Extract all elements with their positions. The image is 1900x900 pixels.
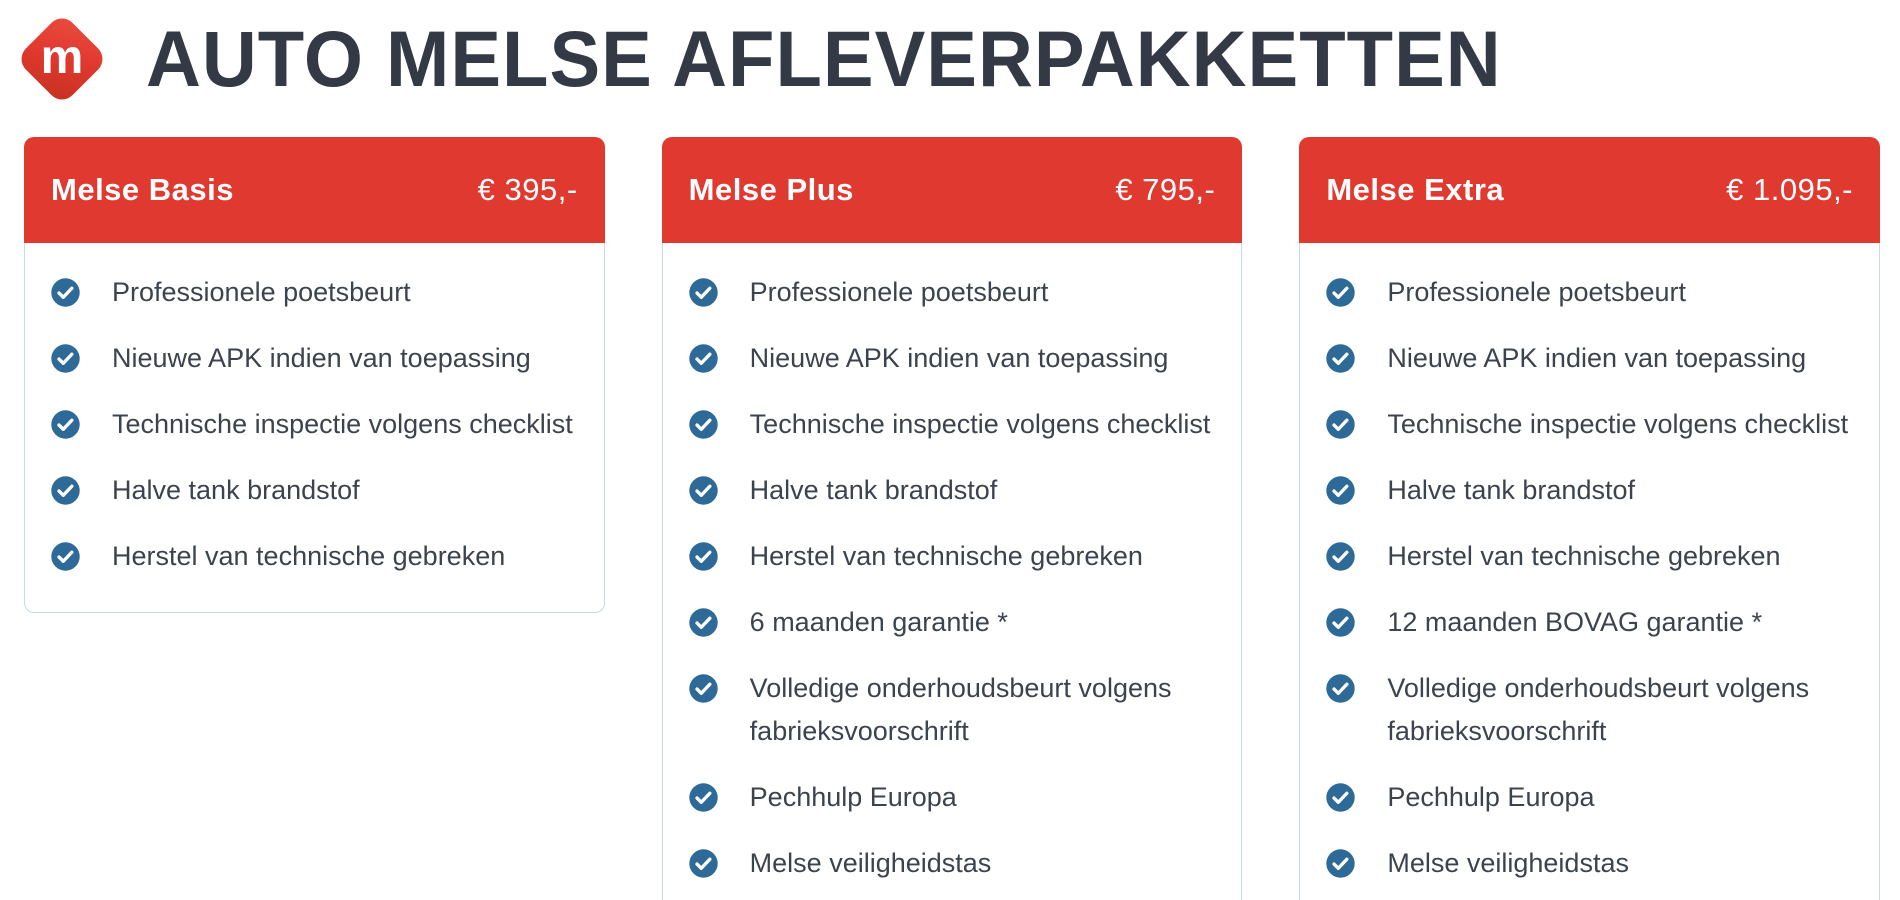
card-body (662, 243, 1243, 900)
feature-item (688, 458, 1216, 524)
page-title: AUTO MELSE AFLEVERPAKKETTEN (146, 14, 1502, 104)
feature-text: Volledige onderhoudsbeurt volgens fabrieksvoorschrift (749, 673, 1172, 746)
feature-text: Pechhulp Europa (1387, 782, 1595, 812)
feature-item (688, 392, 1216, 458)
feature-text: 6 maanden garantie * (749, 607, 1008, 637)
feature-item (688, 656, 1216, 765)
feature-item (1325, 831, 1853, 897)
card-price: € 395,- (477, 172, 578, 207)
card-price: € 795,- (1115, 172, 1216, 207)
pricing-cards (0, 112, 1900, 900)
feature-item (1325, 260, 1853, 326)
feature-text: Halve tank brandstof (749, 475, 998, 505)
feature-item (50, 392, 578, 458)
check-circle-icon (50, 277, 81, 308)
feature-item (688, 524, 1216, 590)
pricing-card (1299, 137, 1880, 900)
logo-letter: m (40, 30, 84, 84)
feature-text: Nieuwe APK indien van toepassing (749, 343, 1169, 373)
card-body (1299, 243, 1880, 900)
check-circle-icon (688, 673, 719, 704)
feature-text: Nieuwe APK indien van toepassing (112, 343, 531, 373)
feature-text: Melse veiligheidstas (749, 848, 992, 878)
card-header (24, 137, 605, 243)
check-circle-icon (688, 607, 719, 638)
feature-list (1325, 260, 1853, 897)
check-circle-icon (1325, 541, 1356, 572)
check-circle-icon (1325, 673, 1356, 704)
check-circle-icon (688, 782, 719, 813)
feature-text: Melse veiligheidstas (1387, 848, 1629, 878)
feature-list (50, 260, 578, 590)
check-circle-icon (1325, 848, 1356, 879)
card-title: Melse Basis (51, 172, 234, 207)
check-circle-icon (688, 343, 719, 374)
feature-text: Technische inspectie volgens checklist (749, 409, 1211, 439)
check-circle-icon (1325, 343, 1356, 374)
feature-item (50, 260, 578, 326)
check-circle-icon (1325, 782, 1356, 813)
feature-text: Herstel van technische gebreken (112, 541, 506, 571)
feature-item (1325, 458, 1853, 524)
check-circle-icon (50, 409, 81, 440)
pricing-card (662, 137, 1243, 900)
feature-item (1325, 392, 1853, 458)
feature-item (688, 326, 1216, 392)
feature-text: Professionele poetsbeurt (1387, 277, 1687, 307)
card-body (24, 243, 605, 613)
feature-text: Volledige onderhoudsbeurt volgens fabrieksvoorschrift (1387, 673, 1810, 746)
card-title: Melse Extra (1326, 172, 1505, 207)
feature-item (688, 831, 1216, 897)
check-circle-icon (688, 475, 719, 506)
feature-text: Halve tank brandstof (1387, 475, 1635, 505)
feature-text: Technische inspectie volgens checklist (1387, 409, 1849, 439)
check-circle-icon (50, 475, 81, 506)
feature-text: Halve tank brandstof (112, 475, 360, 505)
check-circle-icon (1325, 475, 1356, 506)
feature-item (1325, 656, 1853, 765)
check-circle-icon (50, 343, 81, 374)
card-price: € 1.095,- (1726, 172, 1854, 207)
feature-text: Nieuwe APK indien van toepassing (1387, 343, 1807, 373)
check-circle-icon (688, 848, 719, 879)
card-title: Melse Plus (688, 172, 854, 207)
card-header (1299, 137, 1880, 243)
feature-text: Herstel van technische gebreken (1387, 541, 1781, 571)
check-circle-icon (1325, 277, 1356, 308)
feature-item (1325, 765, 1853, 831)
feature-item (50, 326, 578, 392)
feature-text: Technische inspectie volgens checklist (112, 409, 573, 439)
feature-item (688, 765, 1216, 831)
check-circle-icon (50, 541, 81, 572)
check-circle-icon (688, 541, 719, 572)
pricing-card (24, 137, 605, 613)
feature-text: Herstel van technische gebreken (749, 541, 1143, 571)
check-circle-icon (688, 277, 719, 308)
check-circle-icon (1325, 607, 1356, 638)
feature-item (1325, 326, 1853, 392)
feature-item (1325, 590, 1853, 656)
check-circle-icon (688, 409, 719, 440)
feature-item (688, 590, 1216, 656)
auto-melse-logo (14, 11, 110, 107)
feature-text: 12 maanden BOVAG garantie * (1387, 607, 1763, 637)
feature-text: Professionele poetsbeurt (749, 277, 1049, 307)
feature-item (50, 458, 578, 524)
feature-list (688, 260, 1216, 897)
page-header (0, 0, 1900, 112)
card-header (662, 137, 1243, 243)
feature-item (50, 524, 578, 590)
feature-item (688, 260, 1216, 326)
feature-item (1325, 524, 1853, 590)
feature-text: Professionele poetsbeurt (112, 277, 411, 307)
check-circle-icon (1325, 409, 1356, 440)
feature-text: Pechhulp Europa (749, 782, 957, 812)
